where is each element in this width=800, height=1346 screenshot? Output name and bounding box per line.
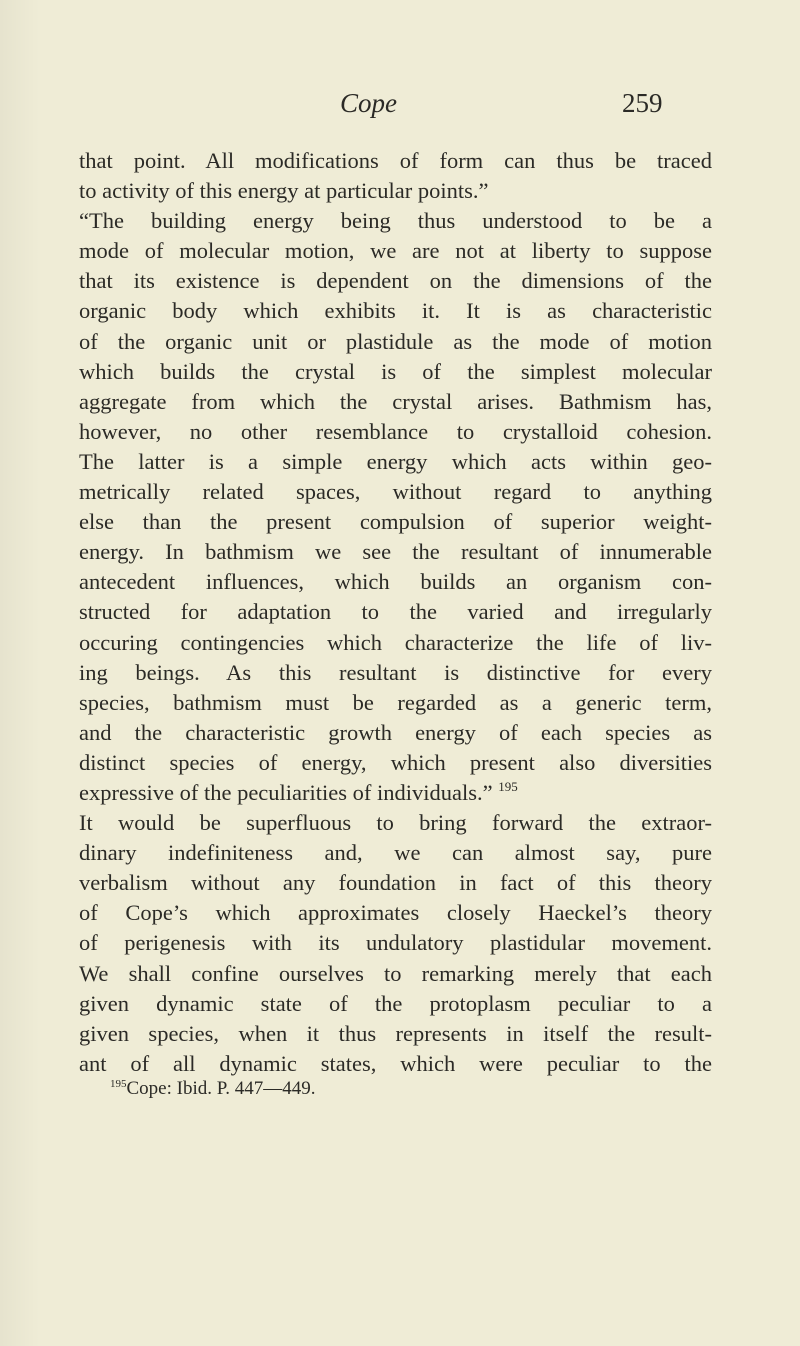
text-line: to activity of this energy at particular points.” — [79, 178, 489, 204]
text-line: which builds the crystal is of the simplest molecular — [79, 358, 712, 384]
text-line: expressive of the peculiarities of individuals.” — [79, 779, 493, 805]
text-line: energy. In bathmism we see the resultant of innumerable — [79, 539, 712, 565]
running-title: Cope — [340, 88, 397, 118]
footnote-text: Cope: Ibid. P. 447—449. — [126, 1078, 316, 1099]
text-line: else than the present compulsion of superior weight- — [79, 509, 712, 535]
text-line: that its existence is dependent on the dimensions of the — [79, 268, 712, 294]
text-line: The latter is a simple energy which acts within geo- — [79, 448, 712, 474]
footnote — [110, 1078, 315, 1100]
text-line: that point. All modifications of form can thus be traced — [79, 148, 712, 173]
text-line: given species, when it thus represents in itself the result- — [79, 1020, 712, 1046]
text-line: distinct species of energy, which present also diversities — [79, 749, 712, 775]
text-line-with-footnote — [79, 778, 712, 808]
text-line: We shall confine ourselves to remarking merely that each — [79, 960, 712, 986]
text-line: species, bathmism must be regarded as a generic term, — [79, 689, 712, 715]
text-line: given dynamic state of the protoplasm peculiar to a — [79, 990, 712, 1016]
text-line: aggregate from which the crystal arises. Bathmism has, — [79, 388, 712, 414]
running-head — [0, 88, 800, 128]
text-line: of perigenesis with its undulatory plastidular movement. — [79, 930, 712, 956]
text-line: of the organic unit or plastidule as the mode of motion — [79, 328, 712, 354]
footnote-reference: 195 — [498, 778, 518, 794]
text-line: antecedent influences, which builds an organism con- — [79, 569, 712, 595]
text-line: structed for adaptation to the varied and irregularly — [79, 599, 712, 625]
text-line: however, no other resemblance to crystalloid cohesion. — [79, 418, 712, 444]
text-line: organic body which exhibits it. It is as characteristic — [79, 298, 712, 324]
text-line: verbalism without any foundation in fact of this theory — [79, 870, 712, 896]
text-line: occuring contingencies which characterize the life of liv- — [79, 629, 712, 655]
text-line: and the characteristic growth energy of each species as — [79, 719, 712, 745]
page-number: 259 — [622, 88, 663, 118]
text-line: dinary indefiniteness and, we can almost say, pure — [79, 840, 712, 866]
text-line: metrically related spaces, without regard to anything — [79, 479, 712, 505]
text-line: of Cope’s which approximates closely Haeckel’s theory — [79, 900, 712, 926]
text-line: mode of molecular motion, we are not at liberty to suppose — [79, 238, 712, 264]
text-line: ant of all dynamic states, which were peculiar to the — [79, 1050, 712, 1076]
footnote-number: 195 — [110, 1078, 127, 1090]
text-line: “The building energy being thus understood to be a — [79, 208, 712, 234]
text-line: It would be superfluous to bring forward the extraor- — [79, 810, 712, 836]
text-line: ing beings. As this resultant is distinctive for every — [79, 659, 712, 685]
body-text — [79, 146, 712, 1079]
